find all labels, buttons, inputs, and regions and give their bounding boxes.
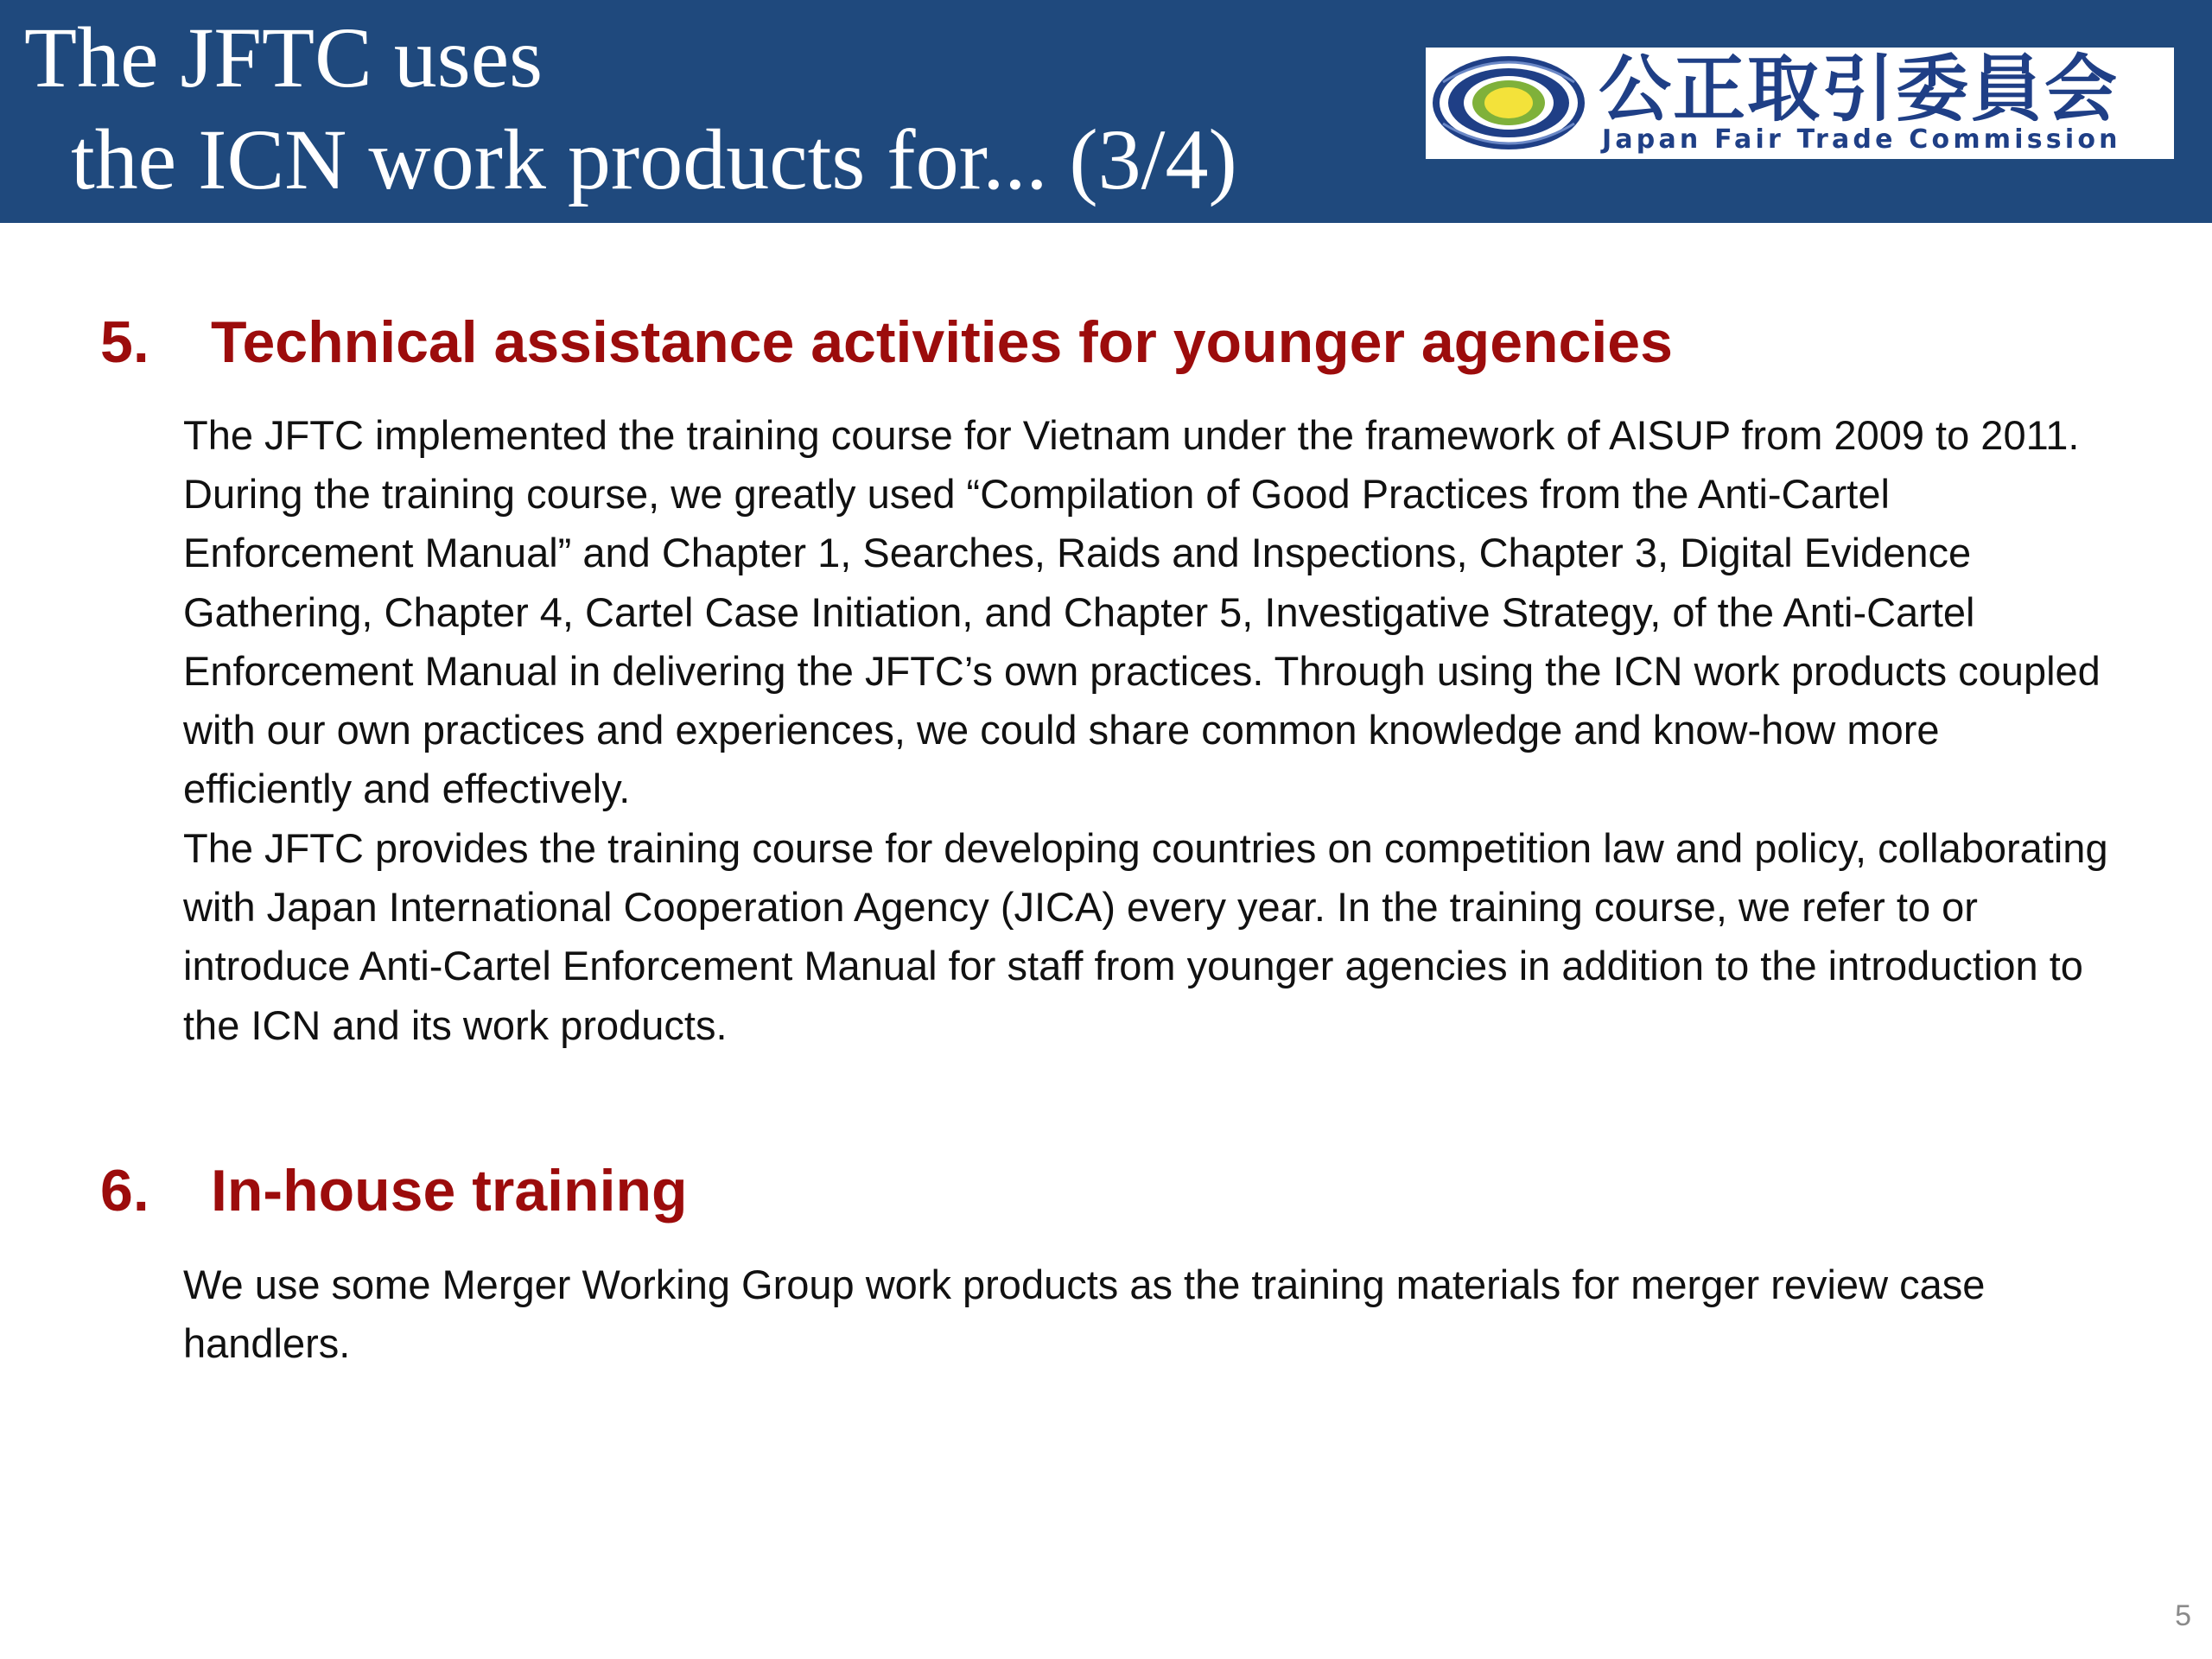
section-heading-5 [100, 308, 1673, 377]
section-number: 6. [100, 1158, 149, 1224]
logo-name-japanese: 公正取引委員会 [1599, 47, 2120, 131]
slide-title-line-1: The JFTC uses [24, 10, 543, 105]
section-title: In-house training [211, 1158, 688, 1224]
section-title: Technical assistance activities for younger agencies [211, 309, 1673, 375]
section-6-paragraph-1: We use some Merger Working Group work products as the training materials for merger review case handlers. [183, 1262, 1986, 1367]
slide-title-line-2: the ICN work products for... (3/4) [71, 111, 1237, 207]
jftc-emblem-icon [1426, 48, 1599, 159]
jftc-logo [1426, 48, 2174, 159]
logo-name-english: Japan Fair Trade Commission [1602, 124, 2121, 155]
section-5-paragraph-2: The JFTC provides the training course for developing countries on competition law and policy, collaborating with Japan International Cooperation Agency (JICA) every year. In the training course, we refer to or introduce Anti-Cartel Enforcement Manual for staff from younger agencies in addition to the introduction to the ICN and its work products. [183, 825, 2108, 1048]
page-number: 5 [2175, 1599, 2191, 1632]
section-heading-6 [100, 1156, 688, 1225]
title-bar [0, 0, 2212, 223]
slide-title [24, 7, 1237, 211]
section-5-paragraph-1: The JFTC implemented the training course for Vietnam under the framework of AISUP from 2009 to 2011. During the training course, we greatly used “Compilation of Good Practices from the Anti-Cartel Enforcement Manual” and Chapter 1, Searches, Raids and Inspections, Chapter 3, Digital Evidence Gathering, Chapter 4, Cartel Case Initiation, and Chapter 5, Investigative Strategy, of the Anti-Cartel Enforcement Manual in delivering the JFTC’s own practices. Through using the ICN work products coupled with our own practices and experiences, we could share common knowledge and know-how more efficiently and effectively. [183, 412, 2101, 812]
section-number: 5. [100, 309, 149, 375]
